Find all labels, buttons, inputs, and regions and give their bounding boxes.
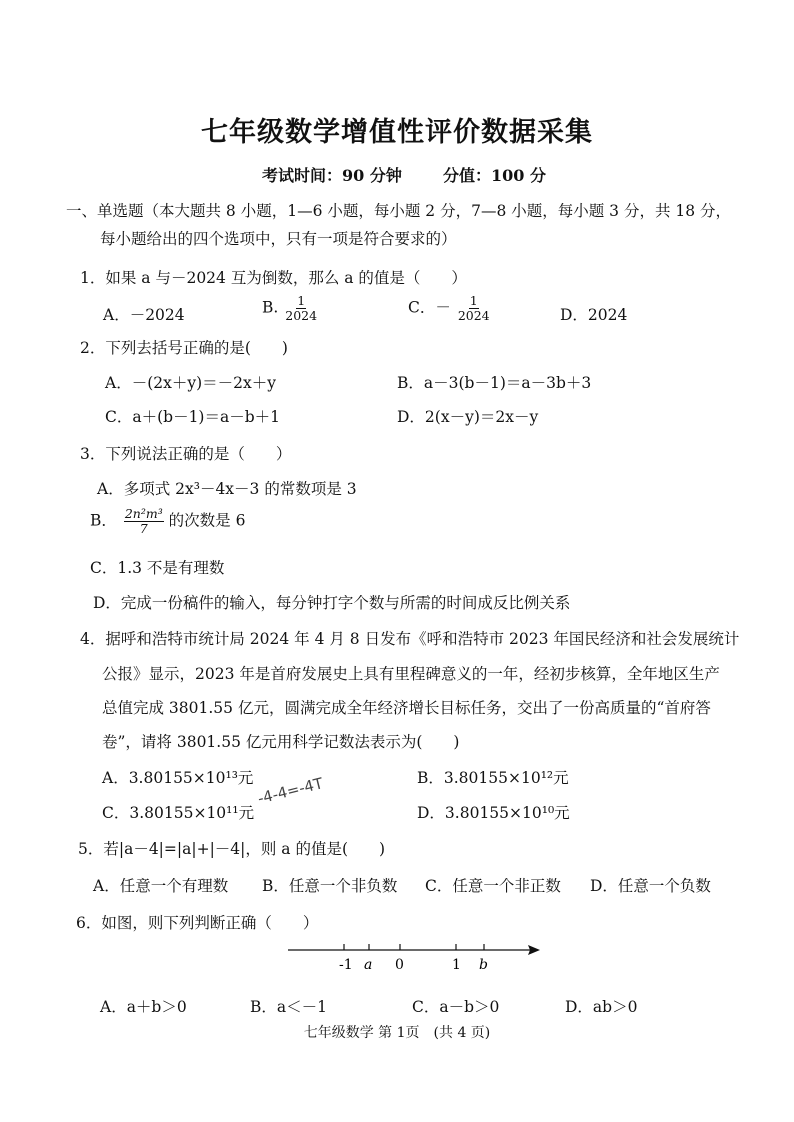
q4-option-b: B．3.80155×10¹²元	[417, 769, 569, 787]
q1-option-b	[262, 294, 317, 323]
q2-option-a: A．－(2x＋y)＝－2x＋y	[105, 374, 277, 392]
q3-option-c: C．1.3 不是有理数	[90, 559, 225, 577]
label-1: 1	[452, 957, 461, 973]
fraction-numerator: 1	[297, 293, 306, 308]
q6-option-d: D．ab＞0	[565, 998, 638, 1016]
handwritten-note: -4-4=-4T	[255, 774, 325, 808]
q1-option-b-label: B.	[262, 298, 279, 317]
q3-option-b-label: B．	[90, 511, 117, 530]
page-footer: 七年级数学 第 1页 (共 4 页)	[303, 1025, 491, 1041]
question-4-line1: 4．据呼和浩特市统计局 2024 年 4 月 8 日发布《呼和浩特市 2023 年国民经济和社会发展统计	[80, 630, 740, 648]
q5-option-a: A．任意一个有理数	[93, 877, 229, 895]
exam-time: 考试时间：90 分钟	[262, 166, 402, 185]
section-instruction-line1: 一、单选题（本大题共 8 小题，1—6 小题，每小题 2 分，7—8 小题，每小题 3 分，共 18 分，	[66, 202, 732, 220]
label-neg1: -1	[339, 957, 353, 973]
q3-option-b-fraction	[124, 507, 164, 536]
question-4-line2: 公报》显示，2023 年是首府发展史上具有里程碑意义的一年，经初步核算，全年地区生产	[102, 665, 720, 683]
q4-option-d: D．3.80155×10¹⁰元	[417, 804, 570, 822]
q5-option-c: C．任意一个非正数	[425, 877, 561, 895]
label-0: 0	[395, 957, 404, 973]
q4-option-c: C．3.80155×10¹¹元	[102, 804, 255, 822]
question-1-stem: 1．如果 a 与－2024 互为倒数，那么 a 的值是（ ）	[80, 269, 467, 287]
q3-option-b-text: 的次数是 6	[168, 511, 246, 530]
q2-option-d: D．2(x－y)＝2x－y	[397, 408, 539, 426]
q5-option-d: D．任意一个负数	[590, 877, 711, 895]
label-b: b	[479, 957, 488, 973]
q2-option-b: B．a－3(b－1)＝a－3b＋3	[397, 374, 592, 392]
fraction-numerator: 1	[469, 293, 478, 308]
fraction-numerator: 2n²m³	[124, 506, 163, 521]
section-instruction-line2: 每小题给出的四个选项中，只有一项是符合要求的）	[100, 230, 457, 248]
q6-option-b: B．a＜－1	[250, 998, 327, 1016]
fraction-denominator: 7	[139, 520, 148, 536]
question-5-stem: 5．若|a－4|=|a|+|－4|，则 a 的值是( )	[78, 840, 386, 858]
q3-option-d: D．完成一份稿件的输入，每分钟打字个数与所需的时间成反比例关系	[93, 594, 571, 612]
q1-option-c	[408, 294, 490, 323]
question-3-stem: 3．下列说法正确的是（ ）	[80, 445, 292, 463]
question-4-line3: 总值完成 3801.55 亿元，圆满完成全年经济增长目标任务，交出了一份高质量的“首府答	[102, 699, 711, 717]
q1-option-d: D．2024	[560, 306, 628, 324]
question-2-stem: 2．下列去括号正确的是( )	[80, 339, 288, 357]
q1-option-c-label: C．－	[408, 298, 451, 317]
score-value: 分值：100 分	[443, 166, 546, 185]
fraction-denominator: 2024	[285, 307, 318, 323]
q1-option-a: A．－2024	[103, 306, 185, 324]
q3-option-a: A．多项式 2x³－4x－3 的常数项是 3	[97, 480, 357, 498]
page-title: 七年级数学增值性评价数据采集	[201, 117, 593, 148]
label-a: a	[364, 957, 373, 973]
q5-option-b: B．任意一个非负数	[262, 877, 398, 895]
q6-option-a: A．a＋b＞0	[100, 998, 187, 1016]
q1-option-c-fraction	[458, 294, 490, 323]
number-line-figure	[284, 936, 544, 976]
fraction-denominator: 2024	[457, 307, 490, 323]
q6-option-c: C．a－b＞0	[412, 998, 500, 1016]
q1-option-b-fraction	[285, 294, 317, 323]
question-4-line4: 卷”，请将 3801.55 亿元用科学记数法表示为( )	[102, 733, 460, 751]
q2-option-c: C．a＋(b－1)＝a－b＋1	[105, 408, 281, 426]
q4-option-a: A．3.80155×10¹³元	[102, 769, 254, 787]
q3-option-b	[90, 507, 245, 536]
question-6-stem: 6．如图，则下列判断正确（ ）	[76, 914, 319, 932]
